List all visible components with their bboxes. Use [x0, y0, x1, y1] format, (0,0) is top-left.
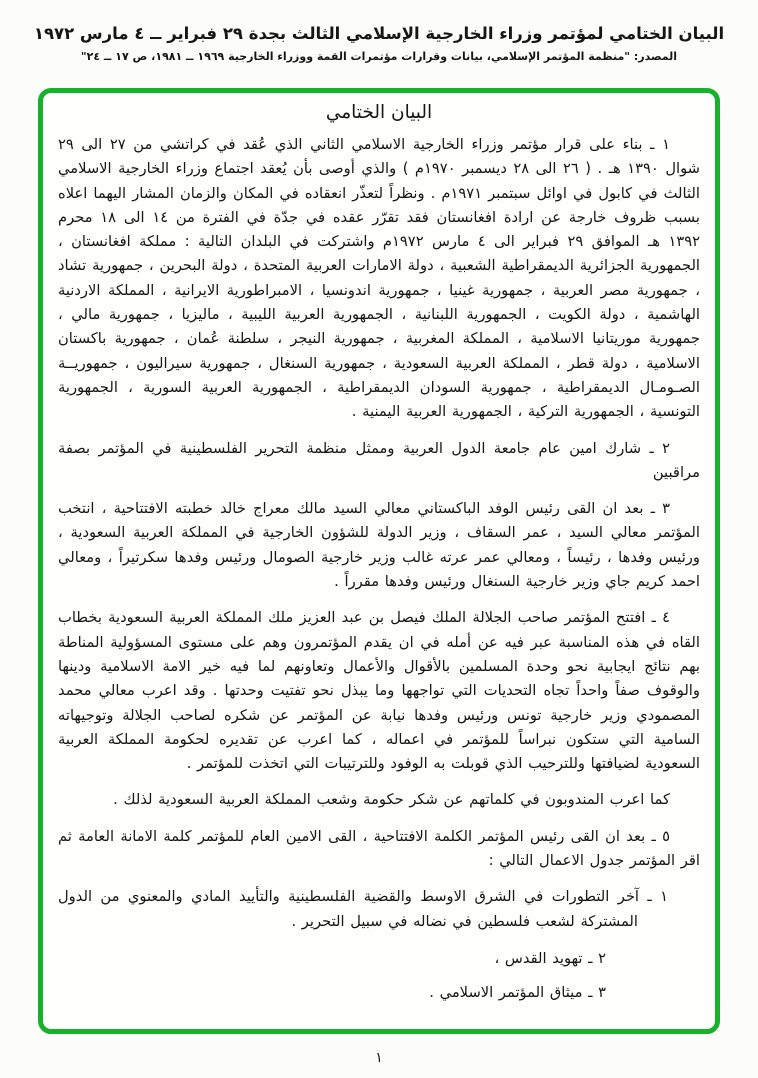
agenda-item-3-islamic-conference-charter: ٣ ـ ميثاق المؤتمر الاسلامي .	[429, 984, 606, 1002]
paragraph-delegates-thanks: كما اعرب المندوبون في كلماتهم عن شكر حكومة وشعب المملكة العربية السعودية لذلك .	[113, 791, 670, 809]
paragraph-2-observers: ٢ ـ شارك امين عام جامعة الدول العربية وممثل منظمة التحرير الفلسطينية في المؤتمر بصفة مراقبين	[58, 439, 700, 481]
document-header	[0, 24, 758, 63]
paragraph-4-opening-by-king-faisal: ٤ ـ افتتح المؤتمر صاحب الجلالة الملك فيصل بن عبد العزيز ملك المملكة العربية السعودية بخطاب القاه في هذه المناسبة عبر فيه عن أمله في ان يقدم المؤتمرون وهم على مستوى المسؤولية المناطة بهم نتائج ايجابية نحو وحدة المسلمين بالأقوال والأعمال وتعاونهم لما فيه خير الامة الاسلامية ودينها والوقوف صفاً واحداً تجاه التحديات التي تواجهها وما يبذل نحو تفتيت وحدتها . وقد اعرب معالي محمد المصمودي وزير خارجية تونس ورئيس وفدها نيابة عن المؤتمر عن شكره لصاحب الجلالة وتوجيهاته السامية التي ستكون نبراساً للمؤتمر في اعماله ، كما اعرب عن تقديره لحكومة المملكة العربية السعودية لضيافتها وللترحيب الذي قوبلت به الوفود وللترتيبات التي اتخذت للمؤتمر .	[58, 609, 700, 773]
agenda-item-2-judaization-of-jerusalem: ٢ ـ تهويد القدس ،	[494, 949, 606, 967]
paragraph-1-conference-convening: ١ ـ بناء على قرار مؤتمر وزراء الخارجية الاسلامي الثاني الذي عُقد في كراتشي من ٢٧ الى ٢٩ شوال ١٣٩٠ هـ . ( ٢٦ الى ٢٨ ديسمبر ١٩٧٠م ) والذي أوصى بأن يُعقد اجتماع وزراء الخارجية الاسلامي الثالث في كابول في اوائل سبتمبر ١٩٧١م . ونظراً لتعذّر انعقاده في المكان والزمان المشار اليهما اعلاه بسبب ظروف خارجة عن ارادة افغانستان فقد تقرّر عقده في جدّة في الفترة من ١٤ الى ١٨ محرم ١٣٩٢ هـ الموافق ٢٩ فبراير الى ٤ مارس ١٩٧٢م واشتركت في البلدان التالية : مملكة افغانستان ، الجمهورية الجزائرية الديمقراطية الشعبية ، دولة الامارات العربية المتحدة ، دولة البحرين ، جمهورية تشاد ، جمهورية مصر العربية ، جمهورية غينيا ، جمهورية اندونسيا ، الامبراطورية الايرانية ، المملكة الاردنية الهاشمية ، دولة الكويت ، الجمهورية اللبنانية ، الجمهورية العربية الليبية ، ماليزيا ، جمهورية مالي ، جمهورية موريتانيا الاسلامية ، المملكة المغربية ، جمهورية النيجر ، سلطنة عُمان ، جمهورية باكستان الاسلامية ، دولة قطر ، المملكة العربية السعودية ، جمهورية السنغال ، جمهورية سيراليون ، جمهوريــة الصـومـال الديمقراطية ، جمهورية السودان الديمقراطية ، الجمهورية العربية السورية ، الجمهورية التونسية ، الجمهورية التركية ، الجمهورية العربية اليمنية .	[58, 136, 701, 421]
agenda-item-1-middle-east-palestine: ١ ـ آخر التطورات في الشرق الاوسط والقضية الفلسطينية والتأييد المادي والمعنوي من الدول المشتركة لشعب فلسطين في نضاله في سبيل التحرير .	[58, 888, 668, 930]
paragraph-3-officers-elected: ٣ ـ بعد ان القى رئيس الوفد الباكستاني معالي السيد مالك معراج خالد خطبته الافتتاحية ، انتخب المؤتمر معالي السيد ، عمر السقاف ، وزير الدولة للشؤون الخارجية في المملكة العربية السعودية ، ورئيس وفدها ، رئيساً ، ومعالي عمر عرته غالب وزير خارجية الصومال ورئيس وفدها سكرتيراً ، ومعالي احمد كريم جاي وزير خارجية السنغال ورئيس وفدها مقرراً .	[58, 500, 700, 591]
document-header-title: البيان الختامي لمؤتمر وزراء الخارجية الإسلامي الثالث بجدة ٢٩ فبراير ــ ٤ مارس ١٩٧٢	[33, 24, 725, 43]
paragraph-5-agenda-adopted: ٥ ـ بعد ان القى رئيس المؤتمر الكلمة الافتتاحية ، القى الامين العام للمؤتمر كلمة الامانة العامة ثم اقر المؤتمر جدول الاعمال التالي :	[58, 827, 700, 870]
document-source-citation: المصدر: "منظمة المؤتمر الإسلامي، بيانات وقرارات مؤتمرات القمة ووزراء الخارجية ١٩٦٩ ــ ١٩٨١، ص ١٧ ــ ٢٤"	[80, 50, 678, 63]
page-number: ١	[375, 1050, 383, 1066]
communique-title: البيان الختامي	[325, 102, 433, 123]
communique-bordered-frame	[38, 88, 720, 1034]
